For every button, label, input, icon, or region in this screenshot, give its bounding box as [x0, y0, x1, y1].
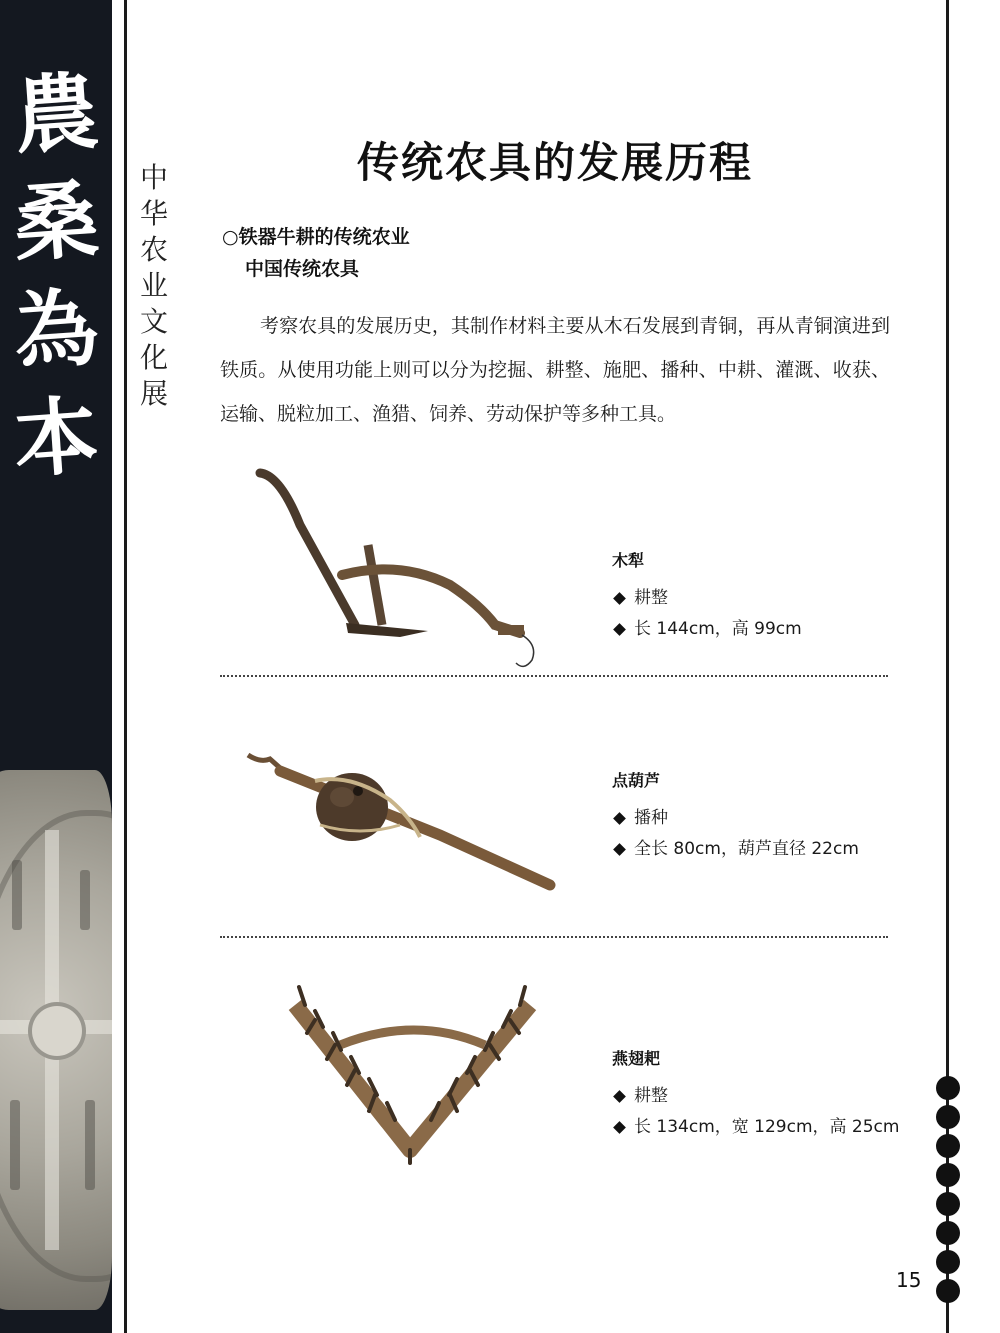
page-number: 15: [896, 1268, 922, 1292]
item-size: 全长 80cm，葫芦直径 22cm: [612, 834, 912, 865]
item-name: 燕翅耙: [612, 1049, 661, 1068]
label-char: 化: [139, 341, 168, 374]
title-char: 本: [10, 385, 102, 490]
sub-heading: 中国传统农具: [245, 258, 360, 280]
seed-gourd-icon: [240, 745, 570, 905]
label-char: 文: [139, 305, 168, 338]
label-char: 华: [139, 197, 168, 230]
dot: [936, 1134, 960, 1158]
label-char: 展: [139, 377, 168, 410]
decorative-dots: [936, 1076, 962, 1308]
title-char: 桑: [10, 169, 102, 274]
bullet-diamond-icon: [613, 812, 626, 825]
frame-line-left: [124, 0, 127, 1333]
intro-paragraph: 考察农具的发展历史，其制作材料主要从木石发展到青铜，再从青铜演进到铁质。从使用功能上则可以分为挖掘、耕整、施肥、播种、中耕、灌溉、收获、运输、脱粒加工、渔猎、饲养、劳动保护等多种工具。: [220, 315, 890, 425]
divider: [220, 675, 888, 677]
dot: [936, 1250, 960, 1274]
v-harrow-icon: [285, 975, 545, 1165]
item-use: 耕整: [612, 1081, 912, 1112]
bullet-diamond-icon: [613, 592, 626, 605]
item-name: 木犁: [612, 551, 645, 570]
label-char: 业: [139, 269, 168, 302]
title-char: 為: [10, 277, 102, 382]
bullet-diamond-icon: [613, 1121, 626, 1134]
title-char: 農: [10, 61, 102, 166]
bullet-diamond-icon: [613, 843, 626, 856]
label-char: 农: [139, 233, 168, 266]
item-caption-plow: [612, 548, 912, 645]
section-heading: ○铁器牛耕的传统农业: [222, 226, 410, 248]
dot: [936, 1221, 960, 1245]
bullet-diamond-icon: [613, 623, 626, 636]
page-title: 传统农具的发展历程: [356, 138, 753, 187]
wooden-plow-icon: [250, 465, 550, 675]
left-band: [0, 0, 112, 1333]
item-use: 播种: [612, 803, 912, 834]
stone-roller-image: [0, 770, 112, 1310]
dot: [936, 1163, 960, 1187]
item-size: 长 144cm，高 99cm: [612, 614, 912, 645]
vertical-exhibit-label: [136, 160, 172, 412]
calligraphy-title: [0, 60, 112, 492]
item-caption-harrow: [612, 1046, 912, 1143]
dot: [936, 1105, 960, 1129]
item-name: 点葫芦: [612, 771, 661, 790]
item-use: 耕整: [612, 583, 912, 614]
dot: [936, 1192, 960, 1216]
label-char: 中: [139, 161, 168, 194]
dot: [936, 1279, 960, 1303]
item-caption-gourd: [612, 768, 912, 865]
divider: [220, 936, 888, 938]
dot: [936, 1076, 960, 1100]
bullet-diamond-icon: [613, 1090, 626, 1103]
item-size: 长 134cm，宽 129cm，高 25cm: [612, 1112, 912, 1143]
